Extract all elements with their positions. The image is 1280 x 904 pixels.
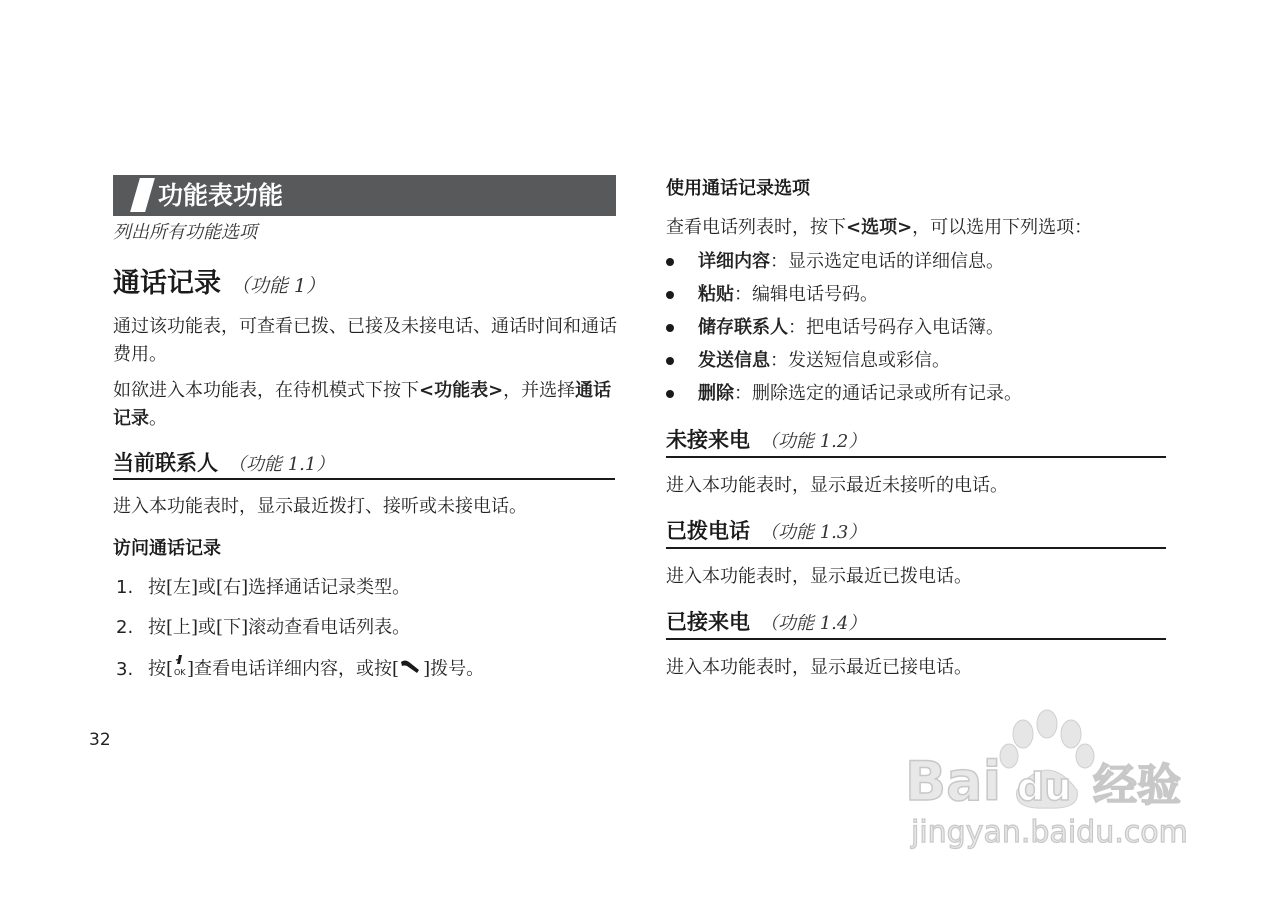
section-banner xyxy=(113,175,616,216)
option-item xyxy=(666,347,1146,375)
step-2-text: 按[上]或[下]滚动查看电话列表。 xyxy=(148,617,411,638)
section-heading xyxy=(113,266,325,304)
step-3-mid: ]查看电话详细内容，或按[ xyxy=(187,658,400,680)
received-desc: 进入本功能表时，显示最近已接电话。 xyxy=(666,657,972,678)
step-3-pre: 按[ xyxy=(148,658,174,680)
dialed-desc: 进入本功能表时，显示最近已拨电话。 xyxy=(666,566,972,587)
option-desc: 删除选定的通话记录或所有记录。 xyxy=(752,383,1022,404)
options-intro-key: <选项> xyxy=(846,217,913,238)
dialed-title: 已拨电话 xyxy=(666,519,750,543)
step-1-num: 1. xyxy=(116,577,134,598)
step-2 xyxy=(116,614,410,642)
bullet-dot xyxy=(666,324,674,332)
section-tag: （功能 1） xyxy=(231,275,326,297)
svg-text:OK: OK xyxy=(174,668,186,677)
received-title: 已接来电 xyxy=(666,610,750,634)
missed-title: 未接来电 xyxy=(666,428,750,452)
current-desc: 进入本功能表时，显示最近拨打、接听或未接电话。 xyxy=(113,496,527,517)
current-tag: （功能 1.1） xyxy=(228,454,335,475)
missed-desc: 进入本功能表时，显示最近未接听的电话。 xyxy=(666,475,1008,496)
option-sep: ： xyxy=(770,251,788,272)
missed-tag: （功能 1.2） xyxy=(760,431,867,452)
option-label: 发送信息 xyxy=(698,350,770,371)
visit-heading: 访问通话记录 xyxy=(113,538,221,559)
option-desc: 编辑电话号码。 xyxy=(752,284,878,305)
baidu-watermark xyxy=(905,700,1215,870)
access-key: <功能表> xyxy=(419,380,504,401)
option-item xyxy=(666,314,1146,342)
step-3-post: ]拨号。 xyxy=(423,658,485,680)
option-label: 粘贴 xyxy=(698,284,734,305)
step-1 xyxy=(116,574,410,602)
missed-calls-heading xyxy=(666,425,866,457)
option-sep: ： xyxy=(770,350,788,371)
option-item xyxy=(666,281,1146,309)
missed-heading-rule xyxy=(666,456,1166,458)
section-intro: 通过该功能表，可查看已拨、已接及未接电话、通话时间和通话费用。 xyxy=(113,316,617,365)
watermark-brand2: du xyxy=(1017,765,1072,809)
access-mid: ，并选择 xyxy=(503,380,576,401)
option-label: 详细内容 xyxy=(698,251,770,272)
option-sep: ： xyxy=(788,317,806,338)
banner-slash-decoration xyxy=(130,178,155,212)
watermark-url: jingyan.baidu.com xyxy=(911,815,1188,850)
option-sep: ： xyxy=(734,383,752,404)
option-desc: 显示选定电话的详细信息。 xyxy=(788,251,1004,272)
banner-subtitle: 列出所有功能选项 xyxy=(113,222,257,243)
page-number: 32 xyxy=(89,730,111,750)
bullet-dot xyxy=(666,390,674,398)
option-desc: 发送短信息或彩信。 xyxy=(788,350,950,371)
option-label: 删除 xyxy=(698,383,734,404)
received-heading-rule xyxy=(666,638,1166,640)
received-calls-heading xyxy=(666,607,866,639)
dialed-tag: （功能 1.3） xyxy=(760,522,867,543)
step-1-text: 按[左]或[右]选择通话记录类型。 xyxy=(148,577,411,598)
option-desc: 把电话号码存入电话簿。 xyxy=(806,317,1004,338)
current-contacts-heading xyxy=(113,448,334,480)
access-item: 通话记录 xyxy=(113,380,612,429)
option-label: 储存联系人 xyxy=(698,317,788,338)
options-intro xyxy=(666,214,1092,242)
current-title: 当前联系人 xyxy=(113,451,218,475)
options-intro-pre: 查看电话列表时，按下 xyxy=(666,217,846,238)
bullet-dot xyxy=(666,357,674,365)
step-3-num: 3. xyxy=(116,658,134,680)
paw-icon xyxy=(905,700,1215,870)
access-end: 。 xyxy=(149,408,167,429)
option-sep: ： xyxy=(734,284,752,305)
bullet-dot xyxy=(666,258,674,266)
section-access-text xyxy=(113,377,618,433)
bullet-dot xyxy=(666,291,674,299)
section-title: 通话记录 xyxy=(113,268,221,299)
banner-title: 功能表功能 xyxy=(158,181,284,210)
watermark-brand: Bai xyxy=(905,750,1002,813)
dialed-heading-rule xyxy=(666,547,1166,549)
access-prefix: 如欲进入本功能表，在待机模式下按下 xyxy=(113,380,419,401)
dialed-calls-heading xyxy=(666,516,866,548)
step-2-num: 2. xyxy=(116,617,134,638)
option-item xyxy=(666,248,1146,276)
options-intro-post: ，可以选用下列选项： xyxy=(912,217,1093,238)
watermark-brand-cn: 经验 xyxy=(1093,760,1181,811)
send-call-icon xyxy=(399,656,423,684)
current-heading-rule xyxy=(113,478,615,480)
options-heading: 使用通话记录选项 xyxy=(666,178,810,199)
received-tag: （功能 1.4） xyxy=(760,613,867,634)
ok-key-icon xyxy=(173,653,187,686)
option-item xyxy=(666,380,1146,408)
step-3 xyxy=(116,653,484,686)
